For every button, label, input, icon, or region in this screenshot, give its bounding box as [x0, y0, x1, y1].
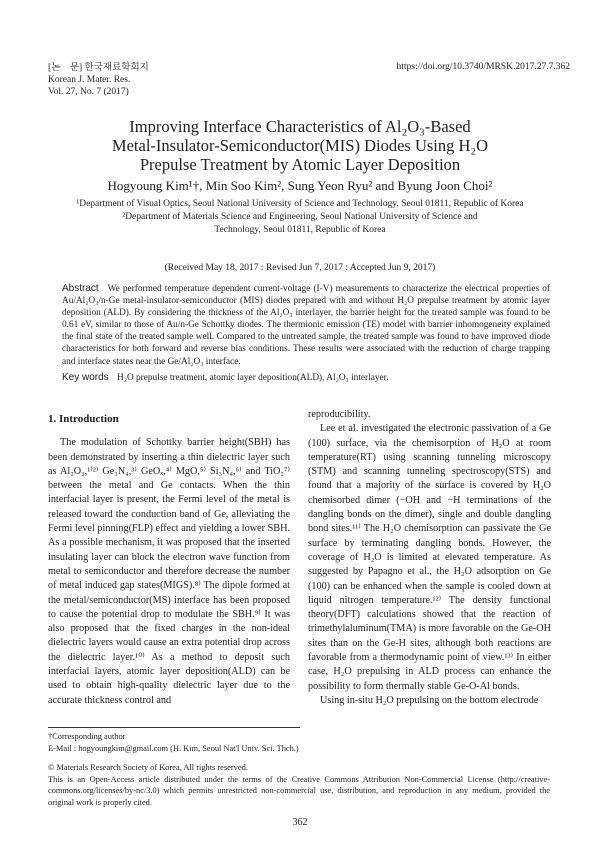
- intro-paragraph-3: Using in-situ H₂O prepulsing on the bottom electrode: [320, 694, 539, 706]
- paper-title: [40, 117, 560, 174]
- left-column: [48, 408, 290, 708]
- keywords: [62, 372, 550, 383]
- intro-paragraph-1: The modulation of Schottky barrier height(SBH) has been demonstrated by inserting a thin dielectric layer such as Al₂O₃,¹⁾²⁾ Ge₃N₄,³⁾ GeOₓ,⁴⁾ MgO,⁵⁾ Si₃N₄,⁶⁾ and TiO₂⁷⁾ between the metal and Ge contacts. When the thin interfacial layer is present, the Fermi level of the metal is released toward the conduction band of Ge, alleviating the Fermi level pinning(FLP) effect and yielding a lower SBH. As a possible mechanism, it was proposed that the inserted insulating layer can block the electron wave function from metal to semiconductor and therefore decrease the number of metal induced gap states(MIGS).⁸⁾ The dipole formed at the metal/semiconductor(MS) interface has been proposed to cause the potential drop to modulate the SBH.⁹⁾ It was also proposed that the fixed charges in the non-ideal dielectric layers would cause an extra potential drop across the dielectric layer.¹⁰⁾ As a method to deposit such interfacial layers, atomic layer deposition(ALD) can be used to obtain high-quality dielectric layer due to the accurate thickness control and: [48, 437, 290, 706]
- journal-volume: Vol. 27, No. 7 (2017): [48, 87, 129, 97]
- title-line-1: Improving Interface Characteristics of Al₂O₃-Based: [129, 117, 471, 136]
- keywords-label: Key words: [62, 372, 109, 383]
- intro-paragraph-1-cont: reproducibility.: [308, 409, 371, 420]
- received-dates: (Received May 18, 2017 : Revised Jun 7, 2017 : Accepted Jun 9, 2017): [164, 263, 436, 273]
- affiliation-2: ²Department of Materials Science and Engineering, Seoul National University of Science and: [122, 212, 478, 222]
- right-column: [308, 408, 551, 708]
- title-line-2: Metal-Insulator-Semiconductor(MIS) Diodes Using H₂O: [111, 136, 489, 155]
- footnotes: [48, 731, 550, 808]
- author-email: E-Mail : hogyoungkim@gmail.com (H. Kim, Seoul Nat'l Univ. Sci. Thch.): [48, 743, 299, 753]
- copyright-notice: © Materials Research Society of Korea, All rights reserved.: [48, 763, 248, 772]
- abstract-label: Abstract: [62, 283, 99, 294]
- license-notice: This is an Open-Access article distributed under the terms of the Creative Commons Attribution Non-Commercial License (http://creative-commons.org/licenses/by-nc/3.0) which permits unrestricted non-commercial use, distribution, and reproduction in any medium, provided the original work is properly cited.: [48, 774, 550, 807]
- abstract-text: We performed temperature dependent current-voltage (I-V) measurements to characterize the electrical properties of Au/Al₂O₃/n-Ge metal-insulator-semiconductor (MIS) diodes prepared with and without H₂O prepulse treatment by atomic layer deposition (ALD). By considering the thickness of the Al₂O₃ interlayer, the barrier height for the treated sample was found to be 0.61 eV, similar to those of Au/n-Ge Schottky diodes. The thermionic emission (TE) model with barrier inhomogeneity explained the final state of the treated sample well. Compared to the untreated sample, the treated sample was found to have improved diode characteristics for both forward and reverse bias conditions. These results were associated with the reduction of charge trapping and interface states near the Ge/Al₂O₃ interface.: [62, 284, 550, 367]
- abstract: [62, 283, 550, 368]
- affiliations: [40, 198, 560, 237]
- journal-name-english: Korean J. Mater. Res.: [48, 75, 131, 85]
- author-list: Hogyoung Kim¹†, Min Soo Kim², Sung Yeon Ryu² and Byung Joon Choi²: [107, 178, 493, 193]
- keywords-text: H₂O prepulse treatment, atomic layer deposition(ALD), Al₂O₃ interlayer.: [117, 373, 389, 383]
- affiliation-2-cont: Technology, Seoul 01811, Republic of Korea: [214, 225, 386, 235]
- section-heading: 1. Introduction: [48, 413, 119, 425]
- journal-info: [48, 62, 149, 98]
- journal-name-korean: [논 문] 한국재료학회지: [48, 63, 149, 73]
- title-line-3: Prepulse Treatment by Atomic Layer Deposition: [139, 155, 461, 174]
- corresponding-author-note: †Corresponding author: [48, 732, 126, 741]
- page-number: 362: [292, 817, 308, 828]
- footnote-divider: [48, 727, 300, 728]
- intro-paragraph-2: Lee et al. investigated the electronic passivation of a Ge (100) surface, via the chemisorption of H₂O at room temperature(RT) using scanning tunneling microscopy (STM) and scanning tunneling spectroscopy(STS) and found that a majority of the surface is covered by H₂O chemisorbed dimer (−OH and −H terminations of the dangling bonds on the dimer), single and double dangling bond sites.¹¹⁾ The H₂O chemisorption can passivate the Ge surface by terminating dangling bonds. However, the coverage of H₂O is limited at elevated temperature. As suggested by Papagno et al., the H₂O adsorption on Ge (100) can be enhanced when the sample is cooled down at liquid nitrogen temperature.¹²⁾ The density functional theory(DFT) calculations showed that the reaction of trimethylaluminum(TMA) is more favorable on the Ge-OH sites than on the Ge-H sites, although both reactions are favorable from a thermodynamic point of view.¹³⁾ In either case, H₂O prepulsing in ALD process can enhance the possibility to form thermally stable Ge-O-Al bonds.: [308, 423, 551, 692]
- affiliation-1: ¹Department of Visual Optics, Seoul National University of Science and Technology, Seoul 01811, Republic of Korea: [76, 199, 524, 209]
- doi-link[interactable]: https://doi.org/10.3740/MRSK.2017.27.7.362: [396, 62, 570, 72]
